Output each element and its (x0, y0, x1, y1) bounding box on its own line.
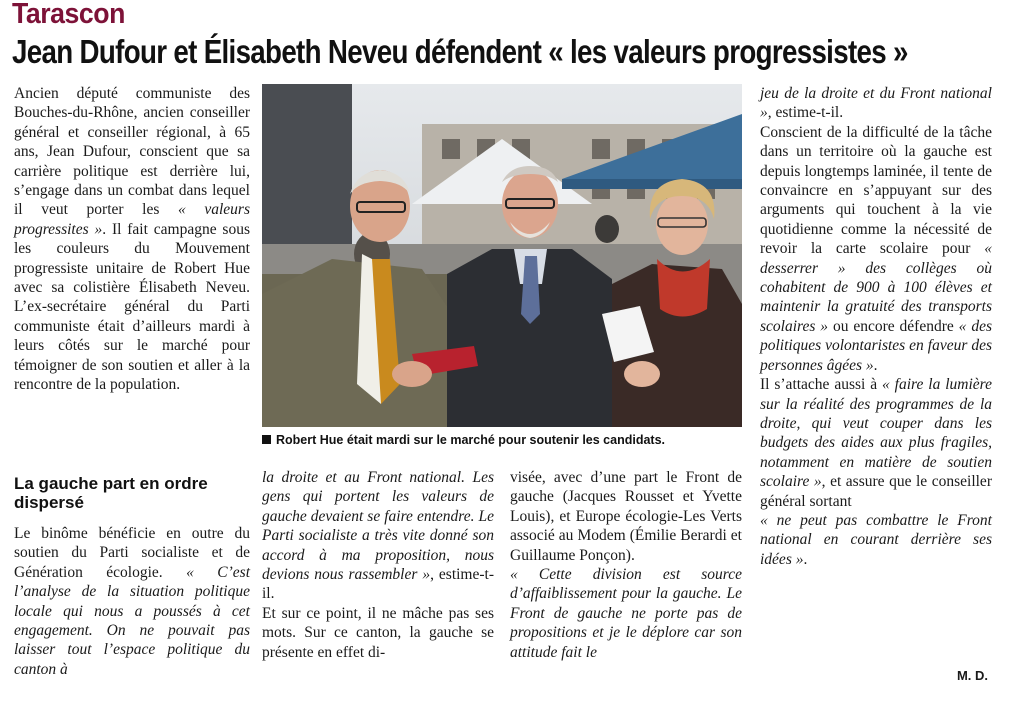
caption-bullet-icon (262, 435, 271, 444)
column-1-continued: Le binôme bénéficie en outre du soutien du Parti socialiste et de Génération écologie. « C’est l’analyse de la situation politique locale qui nous a poussés à cet engagement. On ne pouvait pas laisser tout l’espace politique du canton à (14, 525, 251, 678)
subheading: La gauche part en ordre dispersé (14, 474, 208, 512)
kicker: Tarascon (12, 0, 125, 30)
author-signature: M. D. (956, 668, 988, 683)
article-photo (262, 84, 742, 427)
photo-caption: Robert Hue était mardi sur le marché pour soutenir les candidats. (262, 432, 742, 448)
column-2: la droite et au Front national. Les gens qui portent les valeurs de gauche devaient se faire entendre. Le Parti socialiste a très vite donné son accord à ma proposition, nous devions nous rassembler », estime-t-il. Et sur ce point, il ne mâche pas ses mots. Sur ce canton, la gauche se présente en effet di- (262, 469, 494, 661)
column-1 (14, 84, 250, 395)
column-3: visée, avec d’une part le Front de gauche (Jacques Rousset et Yvette Louis), et Europe écologie-Les Verts associé au Modem (Émilie Berardi et Guillaume Ponçon). « Cette division est source d’affaiblissement pour la gauche. Le Front de gauche ne porte pas de propositions et je le déplore car son attitude fait le (510, 469, 742, 661)
intro-paragraph: Ancien député communiste des Bouches-du-Rhône, ancien conseiller général et conseiller régional, à 65 ans, Jean Dufour, conscient que sa carrière politique est derrière lui, s’engage dans un combat dans lequel il veut porter les « valeurs progressites ». Il fait campagne sous les couleurs du Mouvement progressiste unitaire de Robert Hue avec sa colistière Élisabeth Neveu. L’ex-secrétaire général du Parti communiste était d’ailleurs mardi à leurs côtés sur le marché pour témoigner de son soutien et aller à la rencontre de la population. (14, 85, 250, 394)
headline: Jean Dufour et Élisabeth Neveu défendent « les valeurs progressistes » (12, 33, 908, 70)
column-4: jeu de la droite et du Front national », estime-t-il. Conscient de la difficulté de la tâche dans un territoire où la gauche est depuis longtemps laminée, il tente de convaincre en s’appuyant sur des arguments qui touchent à la vie quotidienne comme la nécessité de revoir la carte scolaire pour « desserrer » des collèges où cohabitent de 900 à 100 élèves et maintenir la gratuité des transports scolaires » ou encore défendre « des politiques volontaristes en faveur des personnes âgées ». Il s’attache aussi à « faire la lumière sur la réalité des programmes de la droite, qui veut couper dans les budgets des aides aux plus fragiles, notamment en matière de soutien scolaire », et assure que le conseiller général sortant « ne peut pas combattre le Front national en courant derrière ses idées ». (760, 85, 992, 568)
